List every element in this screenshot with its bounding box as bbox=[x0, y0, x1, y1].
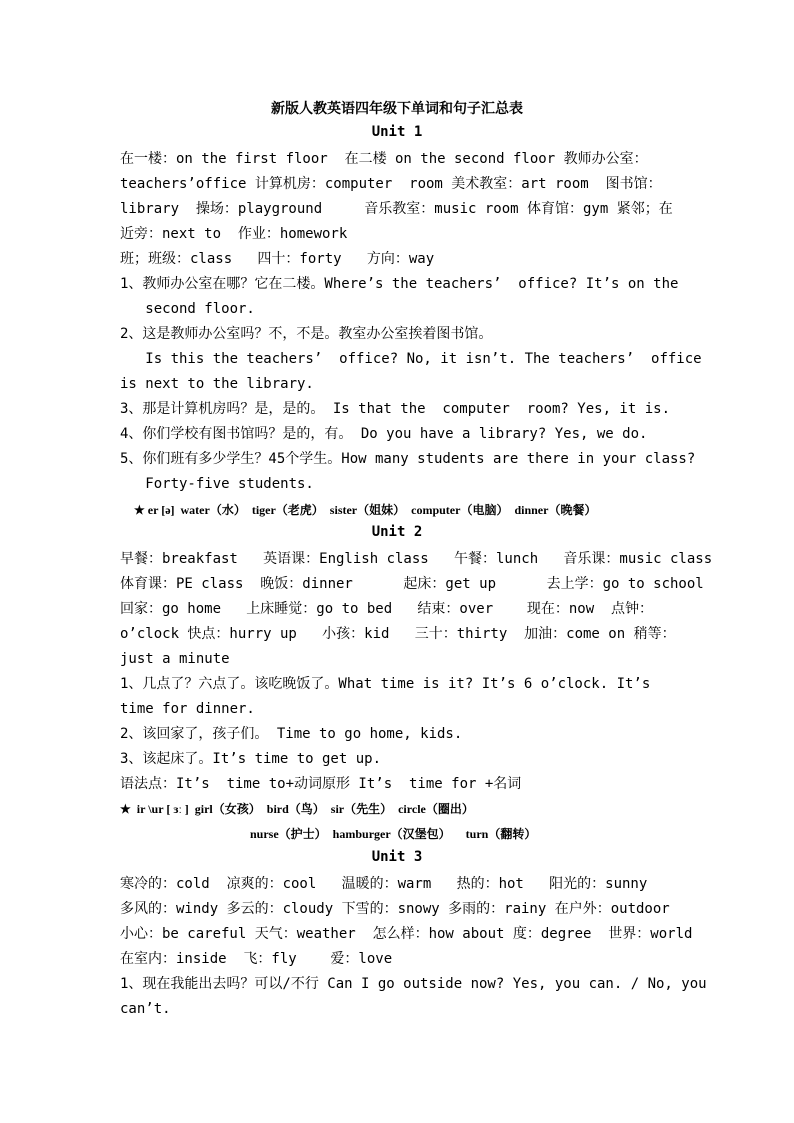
text-line: 体育课：PE class 晚饭：dinner 起床：get up 去上学：go to school bbox=[120, 576, 704, 592]
text-line: 3、该起床了。It’s time to get up. bbox=[120, 751, 382, 767]
unit-2-heading: Unit 2 bbox=[371, 524, 423, 540]
text-line: 语法点：It’s time to+动词原形 It’s time for +名词 bbox=[120, 776, 522, 792]
text-line: 近旁：next to 作业：homework bbox=[120, 226, 348, 242]
text-line: Is this the teachers’ office? No, it isn’t. The teachers’ office bbox=[120, 351, 702, 367]
text-line: teachers’office 计算机房：computer room 美术教室：art room 图书馆： bbox=[120, 176, 662, 192]
text-line: library 操场：playground 音乐教室：music room 体育馆：gym 紧邻；在 bbox=[120, 201, 673, 217]
phonics-ur-line: nurse（护士） hamburger（汉堡包） turn（翻转） bbox=[250, 827, 537, 841]
unit-1-heading: Unit 1 bbox=[371, 124, 423, 140]
text-line: 1、现在我能出去吗？可以/不行 Can I go outside now? Yes, you can. / No, you bbox=[120, 976, 707, 992]
text-line: second floor. bbox=[120, 301, 255, 317]
text-line: is next to the library. bbox=[120, 376, 314, 392]
text-line: 3、那是计算机房吗？是，是的。 Is that the computer room? Yes, it is. bbox=[120, 401, 671, 417]
phonics-er-line: ★ er [ə] water（水） tiger（老虎） sister（姐妹） computer（电脑） dinner（晚餐） bbox=[134, 503, 597, 517]
text-line: 寒冷的：cold 凉爽的：cool 温暖的：warm 热的：hot 阳光的：sunny bbox=[120, 876, 648, 892]
unit-3-heading: Unit 3 bbox=[371, 849, 423, 865]
text-line: Forty-five students. bbox=[120, 476, 314, 492]
text-line: 回家：go home 上床睡觉：go to bed 结束：over 现在：now 点钟： bbox=[120, 601, 654, 617]
text-line: 2、该回家了，孩子们。 Time to go home, kids. bbox=[120, 726, 463, 742]
text-line: 多风的：windy 多云的：cloudy 下雪的：snowy 多雨的：rainy 在户外：outdoor bbox=[120, 901, 670, 917]
document-title: 新版人教英语四年级下单词和句子汇总表 bbox=[271, 101, 523, 117]
text-line: 在室内：inside 飞：fly 爱：love bbox=[120, 951, 393, 967]
text-line: 2、这是教师办公室吗？不，不是。教室办公室挨着图书馆。 bbox=[120, 326, 493, 342]
text-line: 5、你们班有多少学生？45个学生。How many students are there in your class? bbox=[120, 451, 696, 467]
text-line: just a minute bbox=[120, 651, 230, 667]
text-line: 1、教师办公室在哪？它在二楼。Where’s the teachers’ office? It’s on the bbox=[120, 276, 679, 292]
text-line: 4、你们学校有图书馆吗？是的，有。 Do you have a library? Yes, we do. bbox=[120, 426, 648, 442]
text-line: 小心：be careful 天气：weather 怎么样：how about 度：degree 世界：world bbox=[120, 926, 693, 942]
text-line: o’clock 快点：hurry up 小孩：kid 三十：thirty 加油：come on 稍等： bbox=[120, 626, 676, 642]
text-line: 班；班级：class 四十：forty 方向：way bbox=[120, 251, 435, 267]
phonics-ir-line: ★ ir \ur [ ɜː ] girl（女孩） bird（鸟） sir（先生） circle（圈出） bbox=[120, 802, 474, 816]
text-line: 在一楼：on the first floor 在二楼 on the second floor 教师办公室： bbox=[120, 151, 648, 167]
text-line: 1、几点了？六点了。该吃晚饭了。What time is it? It’s 6 o’clock. It’s bbox=[120, 676, 651, 692]
text-line: can’t. bbox=[120, 1001, 171, 1017]
text-line: time for dinner. bbox=[120, 701, 255, 717]
text-line: 早餐：breakfast 英语课：English class 午餐：lunch 音乐课：music class bbox=[120, 551, 713, 567]
